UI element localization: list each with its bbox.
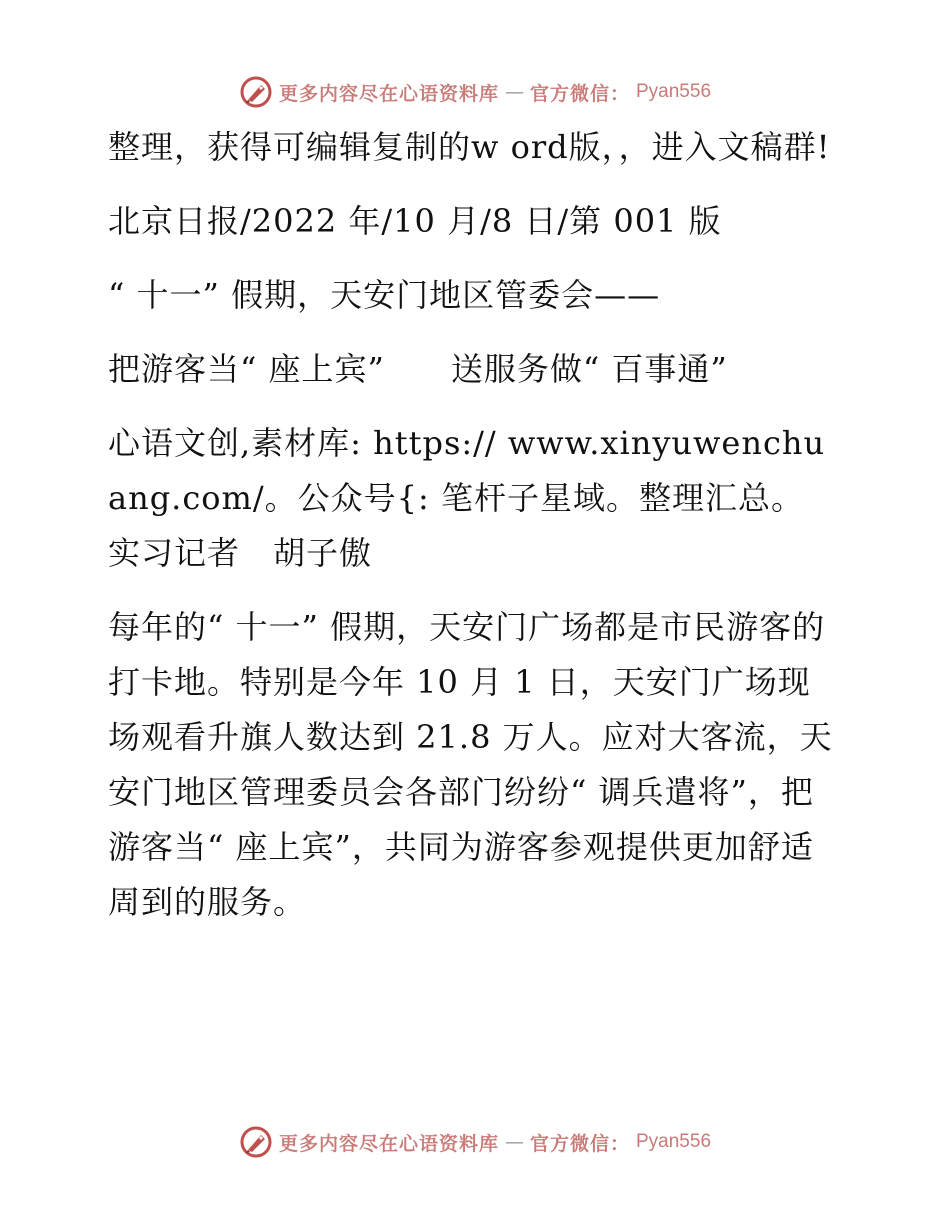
intro-paragraph: 整理，获得可编辑复制的w ord版，，进入文稿群! xyxy=(108,128,831,166)
headline: 把游客当“ 座上宾” 送服务做“ 百事通” xyxy=(108,350,728,388)
banner-text: 更多内容尽在心语资料库 xyxy=(278,82,499,105)
wechat-label: 官方微信： xyxy=(529,1132,630,1155)
kicker-line: “ 十一” 假期，天安门地区管委会—— xyxy=(108,276,661,314)
document-body xyxy=(96,120,836,949)
wechat-id: Pyan556 xyxy=(636,1131,712,1152)
banner-separator: — xyxy=(504,1131,524,1153)
body-paragraph: 每年的“ 十一” 假期，天安门广场都是市民游客的打卡地。特别是今年 10 月 1 日，天安门广场现场观看升旗人数达到 21.8 万人。应对大客流，天安门地区管理委员会各部门纷纷“ 调兵遣将”，把游客当“ 座上宾”，共同为游客参观提供更加舒适周到的服务。 xyxy=(108,608,833,921)
source-line: 北京日报/2022 年/10 月/8 日/第 001 版 xyxy=(108,202,722,240)
reporter-line: 心语文创,素材库: https:// www.xinyuwenchuang.com/。公众号{: 笔杆子星域。整理汇总。实习记者 胡子傲 xyxy=(108,424,826,572)
pen-nib-logo-icon xyxy=(239,75,273,109)
wechat-id: Pyan556 xyxy=(636,81,712,102)
banner-text: 更多内容尽在心语资料库 xyxy=(278,1132,499,1155)
header-banner xyxy=(0,72,950,112)
banner-separator: — xyxy=(504,81,524,103)
pen-nib-logo-icon xyxy=(239,1125,273,1159)
wechat-label: 官方微信： xyxy=(529,82,630,105)
footer-banner xyxy=(0,1122,950,1162)
